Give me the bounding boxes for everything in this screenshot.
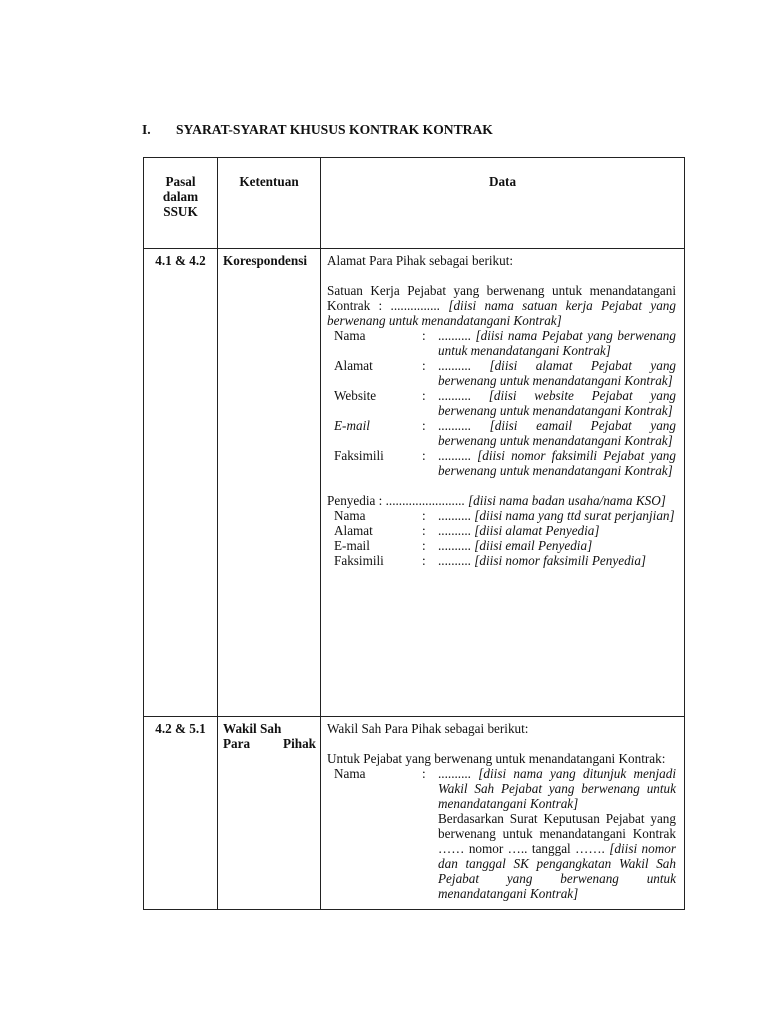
- header-ketentuan: Ketentuan: [218, 158, 321, 249]
- sk-text: Berdasarkan Surat Keputusan Pejabat yang berwenang untuk menandatangani Kontrak …… nomor ….. tanggal ……. [diisi nomor dan tanggal SK pengangkatan Wakil Sah Pejabat yang berwenang untuk menandatangani Kontrak]: [438, 811, 676, 901]
- intro-text: Wakil Sah Para Pihak sebagai berikut:: [327, 721, 529, 736]
- field-label: E-mail: [334, 418, 370, 433]
- table-row: [144, 717, 685, 910]
- sub-text: Untuk Pejabat yang berwenang untuk menandatangani Kontrak:: [327, 751, 666, 766]
- field-label: Nama: [334, 328, 366, 343]
- field-row: Website : .......... [diisi website Pejabat yang berwenang untuk menandatangani Kontrak]: [334, 388, 677, 418]
- field-value: .......... [diisi alamat Penyedia]: [438, 523, 600, 538]
- pasal-cell: 4.1 & 4.2: [144, 249, 218, 717]
- field-label: Faksimili: [334, 553, 384, 568]
- field-value: .......... [diisi nama yang ttd surat perjanjian]: [438, 508, 675, 523]
- data-cell: [321, 717, 685, 910]
- field-value: .......... [diisi alamat Pejabat yang berwenang untuk menandatangani Kontrak]: [438, 358, 677, 388]
- field-row: Nama : .......... [diisi nama Pejabat yang berwenang untuk menandatangani Kontrak]: [334, 328, 676, 358]
- field-value: .......... [diisi nama Pejabat yang berwenang untuk menandatangani Kontrak]: [438, 328, 676, 358]
- field-label: Website: [334, 388, 377, 403]
- ssuk-table: [143, 157, 685, 910]
- field-label: Alamat: [334, 523, 373, 538]
- section-heading: [142, 122, 493, 138]
- pejabat-fields: [327, 328, 676, 478]
- field-label: Nama: [334, 508, 366, 523]
- field-row: Alamat : .......... [diisi alamat Penyedia]: [334, 523, 676, 538]
- data-cell: [321, 249, 685, 717]
- penyedia-fields: [327, 508, 676, 568]
- table-row: [144, 249, 685, 717]
- field-value: .......... [diisi eamail Pejabat yang berwenang untuk menandatangani Kontrak]: [438, 418, 676, 448]
- ketentuan-cell: Wakil Sah Para Pihak: [218, 717, 321, 910]
- field-value: .......... [diisi website Pejabat yang berwenang untuk menandatangani Kontrak]: [438, 388, 677, 418]
- ketentuan-cell: Korespondensi: [218, 249, 321, 717]
- field-value: .......... [diisi email Penyedia]: [438, 538, 593, 553]
- section-title: SYARAT-SYARAT KHUSUS KONTRAK KONTRAK: [176, 122, 493, 137]
- field-row: Nama : .......... [diisi nama yang ttd surat perjanjian]: [334, 508, 675, 523]
- penyedia-paragraph: Penyedia : ........................ [diisi nama badan usaha/nama KSO]: [327, 493, 666, 508]
- table-header-row: [144, 158, 685, 249]
- field-nama: Nama : .......... [diisi nama yang ditunjuk menjadi Wakil Sah Pejabat yang berwenang untuk menandatangani Kontrak] Berdasarkan Surat Keputusan Pejabat yang berwenang untuk menandatangani Kontrak …… nomor ….. tanggal ……. [diisi nomor dan tanggal SK pengangkatan Wakil Sah Pejabat yang berwenang untuk menandatangani Kontrak]: [334, 766, 677, 901]
- header-data: Data: [321, 158, 685, 249]
- field-row: E-mail : .......... [diisi email Penyedia]: [334, 538, 676, 553]
- field-row: E-mail : .......... [diisi eamail Pejabat yang berwenang untuk menandatangani Kontrak]: [334, 418, 676, 448]
- field-value: .......... [diisi nomor faksimili Pejabat yang berwenang untuk menandatangani Kontrak]: [438, 448, 676, 478]
- satker-paragraph: Satuan Kerja Pejabat yang berwenang untuk menandatangani Kontrak : ............... [diisi nama satuan kerja Pejabat yang berwenang untuk menandatangani Kontrak]: [327, 283, 676, 328]
- field-label: Nama: [334, 766, 366, 781]
- header-pasal: Pasal dalam SSUK: [144, 158, 218, 249]
- field-label: Alamat: [334, 358, 373, 373]
- field-row: Alamat : .......... [diisi alamat Pejabat yang berwenang untuk menandatangani Kontrak]: [334, 358, 677, 388]
- field-label: E-mail: [334, 538, 370, 553]
- section-number: I.: [142, 122, 151, 137]
- field-row: Faksimili : .......... [diisi nomor faksimili Penyedia]: [334, 553, 676, 568]
- field-row: Faksimili : .......... [diisi nomor faksimili Pejabat yang berwenang untuk menandatangani Kontrak]: [334, 448, 676, 478]
- intro-text: Alamat Para Pihak sebagai berikut:: [327, 253, 514, 268]
- pasal-cell: 4.2 & 5.1: [144, 717, 218, 910]
- field-label: Faksimili: [334, 448, 384, 463]
- field-value: .......... [diisi nomor faksimili Penyedia]: [438, 553, 647, 568]
